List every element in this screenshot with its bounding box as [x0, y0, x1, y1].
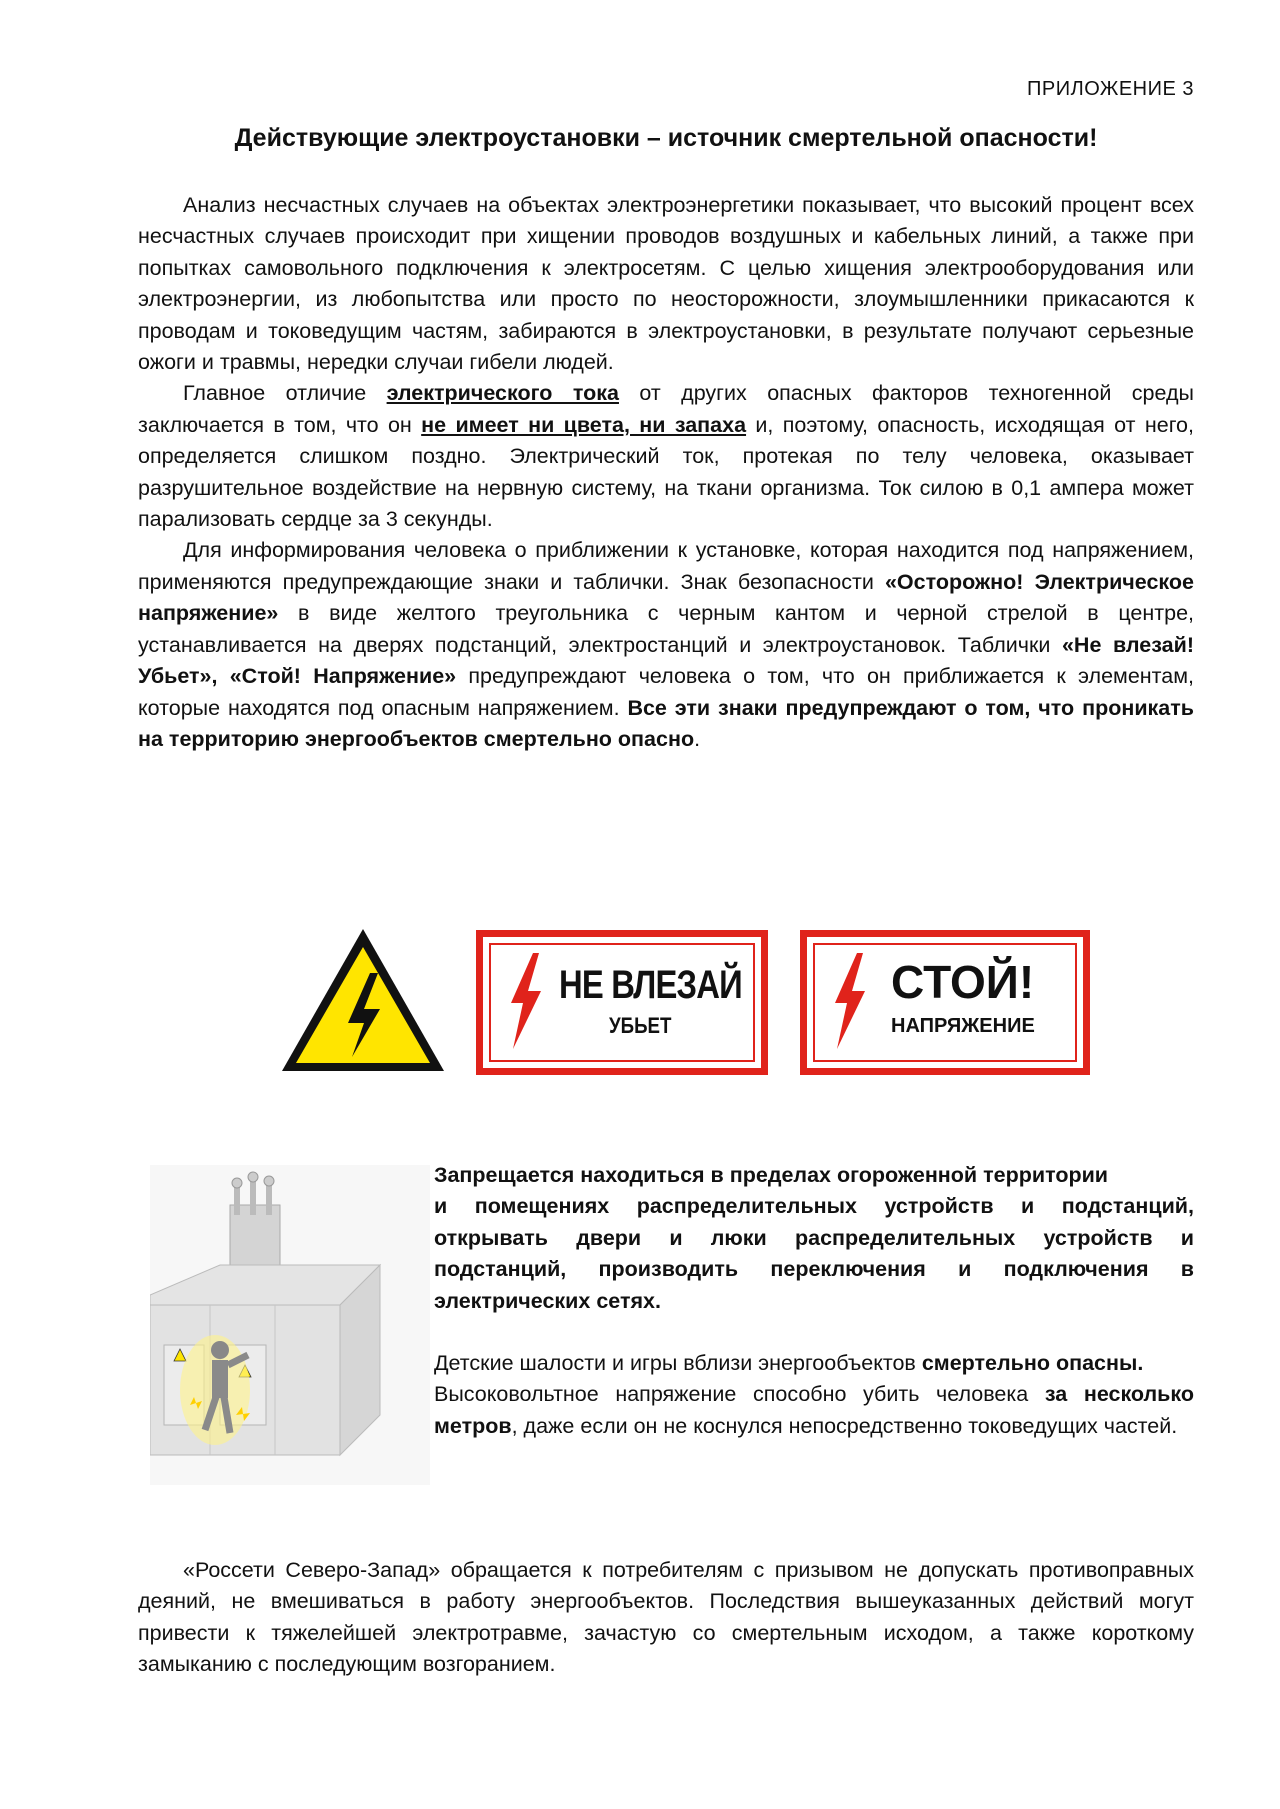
- emphasis-plates-names: «Не влезай! Убьет», «Стой! Напряжение»: [138, 632, 1195, 689]
- text-span: от других опасных факторов техногенной среды заключается в том, что он: [138, 381, 1194, 437]
- text-span: Главное отличие: [183, 381, 387, 406]
- text-span: .: [694, 726, 701, 751]
- emphasis-sign-name: «Осторожно! Электрическое напряжение»: [138, 569, 1194, 626]
- body-text: [138, 190, 1194, 755]
- emphasis-no-color-smell: не имеет ни цвета, ни запаха: [421, 412, 747, 437]
- kids-warning: [434, 1348, 1194, 1379]
- sign-stop-voltage: [800, 930, 1090, 1075]
- text-span: Для информирования человека о приближении к установке, которая находится под напряжением, применяются предупреждающие знаки и таблички. Знак безопасности: [138, 538, 1194, 594]
- spacer: [434, 1317, 1194, 1348]
- emphasis-electric-current: электрического тока: [386, 381, 619, 406]
- emphasis-distance: за несколько метров: [434, 1382, 1195, 1438]
- text-span: и, поэтому, опасность, исходящая от него, определяется слишком поздно. Электрический ток, протекая по телу человека, оказывает разрушительное воздействие на нервную систему, на ткани организма. Ток силою в 0,1 ампера может парализовать сердце за 3 секунды.: [138, 412, 1194, 532]
- text-span: Высоковольтное напряжение способно убить человека: [434, 1382, 1045, 1407]
- appendix-label: ПРИЛОЖЕНИЕ 3: [1027, 78, 1194, 100]
- sign1-main-text: НЕ ВЛЕЗАЙ: [559, 963, 742, 1007]
- text-span: , даже если он не коснулся непосредственно токоведущих частей.: [511, 1413, 1178, 1438]
- lightning-bolt-icon: [503, 951, 547, 1051]
- warning-signs: [185, 820, 1190, 1170]
- page-title: Действующие электроустановки – источник смертельной опасности!: [234, 124, 1098, 152]
- sign1-sub-text: УБЬЕТ: [609, 1013, 672, 1038]
- high-voltage-warning: [434, 1379, 1194, 1442]
- paragraph-1: Анализ несчастных случаев на объектах электроэнергетики показывает, что высокий процент всех несчастных случаев происходит при хищении проводов воздушных и кабельных линий, а также при попытках самовольного подключения к электросетям. С целью хищения электрооборудования или электроэнергии, из любопытства или просто по неосторожности, злоумышленники прикасаются к проводам и токоведущим частям, забираются в электроустановки, в результате получают серьезные ожоги и травмы, нередки случаи гибели людей.: [138, 193, 1194, 375]
- prohibition-line-1: Запрещается находиться в пределах огороженной территории: [434, 1163, 1109, 1187]
- emphasis-deadly-warning: Все эти знаки предупреждают о том, что проникать на территорию энергообъектов смертельно опасно: [138, 695, 1194, 751]
- high-voltage-triangle-icon: [278, 925, 448, 1075]
- text-span: предупреждают человека о том, что он приближается к элементам, которые находятся под опасным напряжением.: [138, 664, 1194, 720]
- text-span: Детские шалости и игры вблизи энергообъектов: [434, 1351, 922, 1376]
- text-span: в виде желтого треугольника с черным кантом и черной стрелой в центре, устанавливается на дверях подстанций, электростанций и электроустановок. Таблички: [138, 601, 1194, 657]
- prohibition-line-2: и помещениях распределительных устройств и подстанций, открывать двери и люки распределительных устройств и подстанций, производить переключения и подключения в электрических сетях.: [434, 1194, 1194, 1313]
- closing-paragraph: «Россети Северо-Запад» обращается к потребителям с призывом не допускать противоправных деяний, не вмешиваться в работу энергообъектов. Последствия вышеуказанных действий могут привести к тяжелейшей электротравме, зачастую со смертельным исходом, а также короткому замыканию с последующим возгоранием.: [138, 1558, 1194, 1677]
- paragraph-2: [138, 378, 1194, 535]
- closing-appeal: [138, 1555, 1194, 1681]
- sign-do-not-climb: [476, 930, 768, 1075]
- sign2-main-text: СТОЙ!: [891, 956, 1035, 1008]
- sign2-sub-text: НАПРЯЖЕНИЕ: [891, 1015, 1035, 1037]
- substation-danger-illustration: [150, 1165, 430, 1485]
- lightning-bolt-icon: [827, 951, 871, 1051]
- emphasis-deadly: смертельно опасны.: [921, 1351, 1144, 1376]
- paragraph-3: [138, 535, 1194, 755]
- prohibition-notice: [434, 1160, 1194, 1442]
